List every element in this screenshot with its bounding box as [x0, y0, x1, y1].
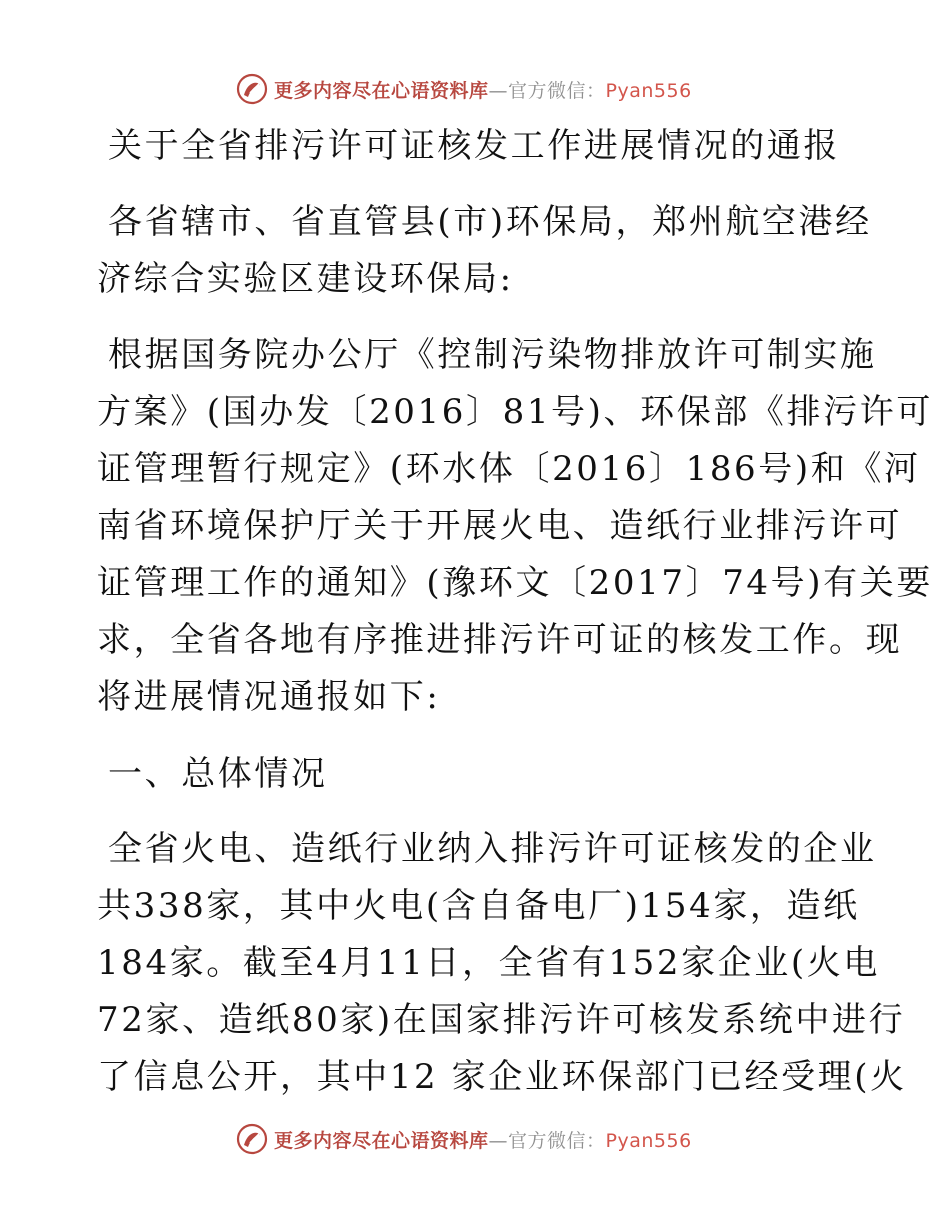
watermark-logo-icon — [236, 1123, 268, 1155]
paragraph-line: 求，全省各地有序推进排污许可证的核发工作。现 — [97, 620, 903, 660]
watermark-text — [274, 76, 692, 103]
paragraph-line: 证管理工作的通知》(豫环文〔2017〕74号)有关要 — [97, 563, 933, 603]
paragraph-line: 共338家，其中火电(含自备电厂)154家，造纸 — [97, 886, 860, 926]
paragraph-line: 184家。截至4月11日，全省有152家企业(火电 — [97, 943, 880, 983]
watermark-sub: —官方微信： — [488, 79, 606, 102]
watermark-text — [274, 1126, 692, 1153]
watermark-logo-icon — [236, 73, 268, 105]
watermark-sub: —官方微信： — [488, 1129, 606, 1152]
paragraph-line: 将进展情况通报如下: — [97, 677, 441, 717]
watermark-brand: 更多内容尽在心语资料库 — [274, 1129, 489, 1152]
watermark-header — [236, 72, 716, 106]
watermark-footer — [236, 1122, 716, 1156]
watermark-id: Pyan556 — [605, 1129, 692, 1152]
paragraph-line: 全省火电、造纸行业纳入排污许可证核发的企业 — [108, 829, 877, 869]
paragraph-line: 72家、造纸80家)在国家排污许可核发系统中进行 — [97, 1000, 906, 1040]
recipient-line: 济综合实验区建设环保局: — [97, 259, 514, 299]
paragraph-line: 根据国务院办公厅《控制污染物排放许可制实施 — [108, 335, 877, 375]
watermark-id: Pyan556 — [605, 79, 692, 102]
recipient-line: 各省辖市、省直管县(市)环保局，郑州航空港经 — [108, 202, 872, 242]
paragraph-line: 证管理暂行规定》(环水体〔2016〕186号)和《河 — [97, 449, 921, 489]
watermark-brand: 更多内容尽在心语资料库 — [274, 79, 489, 102]
paragraph-line: 南省环境保护厅关于开展火电、造纸行业排污许可 — [97, 506, 903, 546]
document-title: 关于全省排污许可证核发工作进展情况的通报 — [108, 126, 840, 166]
paragraph-line: 方案》(国办发〔2016〕81号)、环保部《排污许可 — [97, 392, 933, 432]
section-heading: 一、总体情况 — [108, 754, 328, 794]
paragraph-line: 了信息公开，其中12 家企业环保部门已经受理(火 — [97, 1057, 907, 1097]
